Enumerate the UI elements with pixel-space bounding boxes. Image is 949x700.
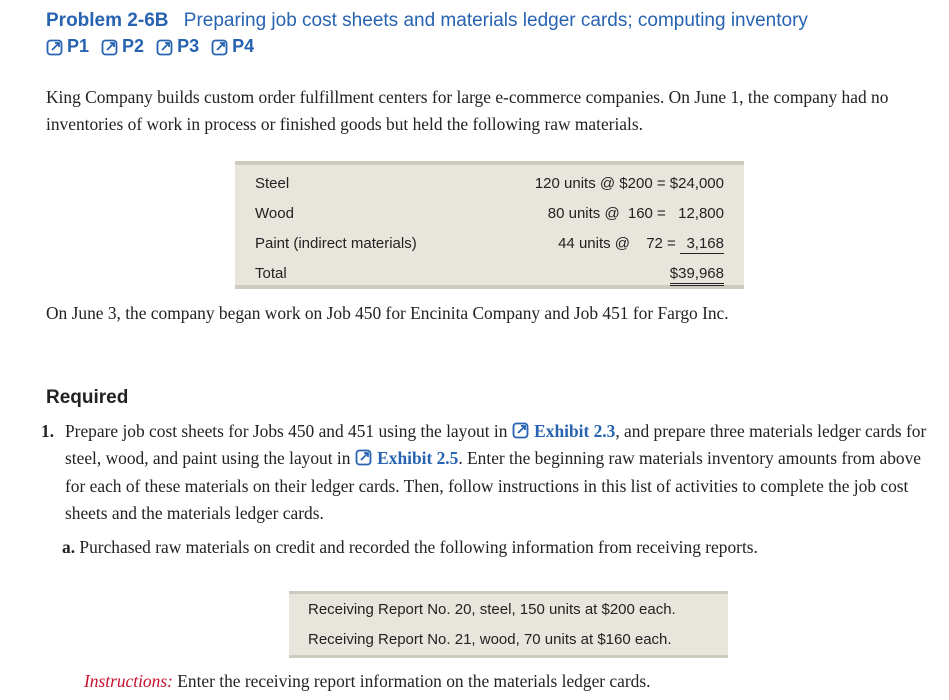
exhibit-2-3-link[interactable] xyxy=(512,421,616,441)
total-label: Total xyxy=(255,265,287,282)
total-amount: $39,968 xyxy=(670,265,724,286)
exhibit-label: Exhibit 2.3 xyxy=(534,421,616,441)
external-link-icon xyxy=(46,38,64,56)
required-item-1 xyxy=(41,418,936,527)
item-text-part3: . Enter the beginning raw materials inventory amounts from above for each of these materials on their ledger cards. Then, follow instructions in this list of activities to complete the job cost sheets and the materials ledger cards. xyxy=(65,448,922,523)
material-name: Wood xyxy=(255,205,294,222)
objective-label: P3 xyxy=(177,36,200,56)
receiving-reports-table xyxy=(289,591,728,658)
material-total-row xyxy=(255,259,724,289)
material-unit-cost: 72 = xyxy=(646,235,676,252)
item-text-part2: , and prepare three materials ledger cards for steel, wood, and paint using the layout in xyxy=(65,421,927,469)
objective-label: P1 xyxy=(67,36,90,56)
receiving-report-row: Receiving Report No. 21, wood, 70 units at $160 each. xyxy=(308,631,672,648)
material-unit-cost: $200 = xyxy=(619,175,666,192)
item-letter: a. xyxy=(62,537,76,557)
objective-link-p1[interactable] xyxy=(46,36,89,57)
june3-paragraph: On June 3, the company began work on Job 450 for Encinita Company and Job 451 for Fargo Inc. xyxy=(46,303,729,323)
objective-link-p3[interactable] xyxy=(156,36,199,57)
required-item-a xyxy=(62,534,758,560)
material-row-paint xyxy=(255,229,724,259)
material-calculation xyxy=(558,229,724,259)
material-units: 44 units @ xyxy=(558,235,631,252)
material-unit-cost: 160 = xyxy=(627,205,666,222)
problem-header xyxy=(46,10,808,57)
material-calculation xyxy=(535,169,724,199)
receiving-report-row: Receiving Report No. 20, steel, 150 units at $200 each. xyxy=(308,601,676,618)
material-amount: 3,168 xyxy=(680,235,724,254)
material-row-wood xyxy=(255,199,724,229)
item-a-text: Purchased raw materials on credit and recorded the following information from receiving reports. xyxy=(79,537,758,557)
external-link-icon xyxy=(156,38,174,56)
exhibit-label: Exhibit 2.5 xyxy=(377,448,459,469)
external-link-icon xyxy=(211,38,229,56)
learning-objectives xyxy=(46,36,808,57)
objective-label: P4 xyxy=(232,36,255,56)
objective-link-p2[interactable] xyxy=(101,36,144,57)
problem-number: Problem 2-6B xyxy=(46,10,169,31)
instructions-label: Instructions: xyxy=(84,671,173,691)
material-name: Steel xyxy=(255,175,290,192)
instructions-text: Enter the receiving report information on the materials ledger cards. xyxy=(177,671,651,691)
material-calculation xyxy=(548,199,724,229)
material-units: 80 units @ xyxy=(547,205,620,222)
problem-title-row xyxy=(46,10,808,32)
exhibit-2-5-link[interactable] xyxy=(355,448,459,468)
material-row-steel xyxy=(255,169,724,199)
problem-title: Preparing job cost sheets and materials ledger cards; computing inventory xyxy=(183,10,808,31)
material-units: 120 units @ xyxy=(534,175,616,192)
material-name: Paint (indirect materials) xyxy=(255,235,417,252)
external-link-icon xyxy=(512,421,530,439)
external-link-icon xyxy=(355,448,373,466)
intro-paragraph: King Company builds custom order fulfillment centers for large e-commerce companies. On June 1, the company had no inventories of work in process or finished goods but held the following raw materials. xyxy=(46,87,889,134)
item-text-part1: Prepare job cost sheets for Jobs 450 and 451 using the layout in xyxy=(65,421,508,441)
item-number: 1. xyxy=(41,421,55,441)
material-amount: 12,800 xyxy=(678,205,724,222)
objective-label: P2 xyxy=(122,36,145,56)
item-body xyxy=(65,418,936,527)
instructions-line xyxy=(84,668,650,694)
raw-materials-table xyxy=(235,161,744,289)
objective-link-p4[interactable] xyxy=(211,36,254,57)
total-calculation xyxy=(670,259,724,289)
external-link-icon xyxy=(101,38,119,56)
required-heading: Required xyxy=(46,387,129,408)
material-amount: $24,000 xyxy=(669,175,724,192)
